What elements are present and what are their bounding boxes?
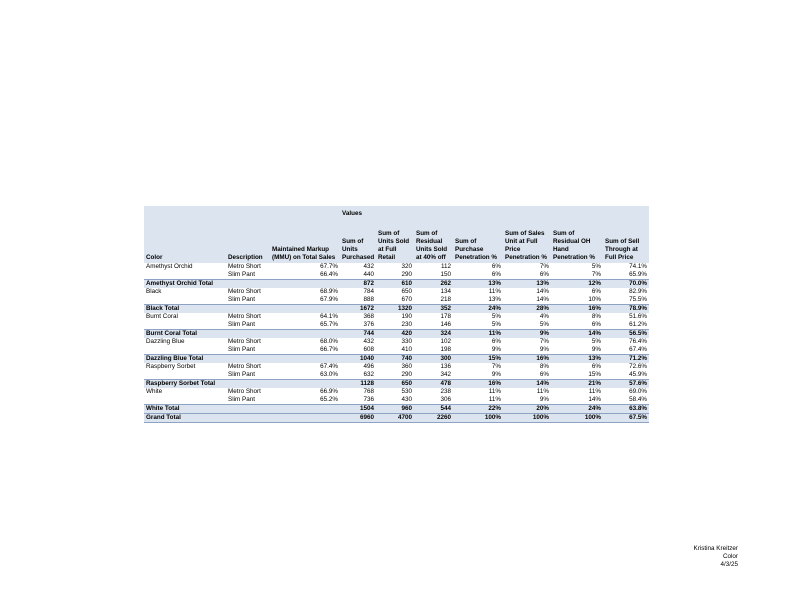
value-cell: 74.1%	[629, 263, 648, 270]
mmu-cell: 64.1%	[320, 313, 338, 320]
value-cell: 178	[440, 313, 451, 320]
page-footer	[694, 545, 738, 569]
subtotal-value: 16%	[551, 305, 603, 314]
value-cell: 8%	[539, 363, 549, 370]
value-cell: 6%	[539, 371, 549, 378]
table-row	[144, 363, 649, 371]
color-cell: Amethyst Orchid	[146, 263, 193, 270]
mmu-cell: 68.0%	[320, 338, 338, 345]
mmu-cell: 67.9%	[320, 296, 338, 303]
subtotal-row	[144, 355, 649, 364]
subtotal-value: 1128	[340, 380, 376, 389]
subtotal-value: 352	[414, 305, 453, 314]
subtotal-value: 324	[414, 330, 453, 339]
value-cell: 5%	[491, 313, 501, 320]
value-cell: 8%	[591, 313, 601, 320]
value-cell: 6%	[591, 288, 601, 295]
subtotal-row	[144, 305, 649, 314]
column-header: Sum of Units Sold at Full Retail	[376, 218, 414, 263]
column-header: Sum of Sales Unit at Full Price Penetration %	[503, 218, 551, 263]
grand-total-value: 4700	[376, 414, 414, 423]
subtotal-row	[144, 380, 649, 389]
value-cell: 6%	[591, 321, 601, 328]
value-cell: 6%	[491, 271, 501, 278]
subtotal-label: Raspberry Sorbet Total	[144, 380, 340, 389]
description-cell: Metro Short	[228, 263, 261, 270]
value-cell: 4%	[539, 313, 549, 320]
column-header: Sum of Units Purchased	[340, 218, 376, 263]
value-cell: 230	[401, 321, 412, 328]
subtotal-value: 21%	[551, 380, 603, 389]
mmu-cell: 66.7%	[320, 346, 338, 353]
value-cell: 784	[363, 288, 374, 295]
subtotal-value: 300	[414, 355, 453, 364]
subtotal-value: 740	[376, 355, 414, 364]
value-cell: 736	[363, 396, 374, 403]
value-cell: 238	[440, 388, 451, 395]
description-cell: Metro Short	[228, 363, 261, 370]
column-header: Maintained Markup (MMU) on Total Sales	[270, 218, 340, 263]
value-cell: 11%	[488, 288, 501, 295]
value-cell: 14%	[588, 396, 601, 403]
pivot-body	[144, 263, 649, 423]
value-cell: 7%	[539, 338, 549, 345]
description-cell: Slim Pant	[228, 271, 255, 278]
subtotal-value: 1504	[340, 405, 376, 414]
pivot-table	[144, 206, 649, 423]
description-cell: Metro Short	[228, 313, 261, 320]
table-row	[144, 313, 649, 321]
subtotal-value: 1320	[376, 305, 414, 314]
value-cell: 290	[401, 271, 412, 278]
subtotal-value: 28%	[503, 305, 551, 314]
subtotal-label: Burnt Coral Total	[144, 330, 340, 339]
subtotal-value: 13%	[453, 280, 503, 289]
value-cell: 14%	[536, 288, 549, 295]
column-header: Sum of Residual OH Hand Penetration %	[551, 218, 603, 263]
value-cell: 5%	[491, 321, 501, 328]
value-cell: 768	[363, 388, 374, 395]
value-cell: 6%	[491, 263, 501, 270]
value-cell: 136	[440, 363, 451, 370]
subtotal-value: 78.9%	[603, 305, 649, 314]
value-cell: 112	[440, 263, 451, 270]
value-cell: 11%	[536, 388, 549, 395]
color-cell: Black	[146, 288, 162, 295]
subtotal-label: Amethyst Orchid Total	[144, 280, 340, 289]
column-header-row	[144, 218, 649, 263]
value-cell: 496	[363, 363, 374, 370]
value-cell: 15%	[588, 371, 601, 378]
value-cell: 67.4%	[629, 346, 648, 353]
value-cell: 376	[363, 321, 374, 328]
subtotal-value: 14%	[503, 380, 551, 389]
table-row	[144, 388, 649, 396]
value-cell: 306	[440, 396, 451, 403]
grand-total-row	[144, 414, 649, 423]
subtotal-value: 9%	[503, 330, 551, 339]
mmu-cell: 68.9%	[320, 288, 338, 295]
subtotal-value: 478	[414, 380, 453, 389]
value-cell: 5%	[591, 263, 601, 270]
value-cell: 5%	[591, 338, 601, 345]
value-cell: 134	[440, 288, 451, 295]
description-cell: Metro Short	[228, 338, 261, 345]
mmu-cell: 67.7%	[320, 263, 338, 270]
table-row	[144, 371, 649, 380]
mmu-cell: 63.0%	[320, 371, 338, 378]
value-cell: 650	[401, 288, 412, 295]
color-cell	[144, 296, 226, 305]
subtotal-value: 13%	[551, 355, 603, 364]
column-header: Sum of Residual Units Sold at 40% off	[414, 218, 453, 263]
value-cell: 632	[363, 371, 374, 378]
value-cell: 69.0%	[629, 388, 648, 395]
grand-total-value: 6960	[340, 414, 376, 423]
description-cell: Slim Pant	[228, 371, 255, 378]
grand-total-value: 67.5%	[603, 414, 649, 423]
value-cell: 9%	[539, 346, 549, 353]
table-row	[144, 338, 649, 346]
footer-date: 4/3/25	[720, 561, 738, 568]
table-row	[144, 396, 649, 405]
subtotal-label: White Total	[144, 405, 340, 414]
subtotal-value: 24%	[453, 305, 503, 314]
mmu-cell: 66.4%	[320, 271, 338, 278]
value-cell: 530	[401, 388, 412, 395]
value-cell: 430	[401, 396, 412, 403]
grand-total-value: 100%	[503, 414, 551, 423]
subtotal-value: 63.8%	[603, 405, 649, 414]
color-cell: Raspberry Sorbet	[146, 363, 196, 370]
subtotal-value: 13%	[503, 280, 551, 289]
description-cell: Slim Pant	[228, 346, 255, 353]
subtotal-label: Dazzling Blue Total	[144, 355, 340, 364]
mmu-cell: 65.2%	[320, 396, 338, 403]
subtotal-value: 1040	[340, 355, 376, 364]
value-cell: 190	[401, 313, 412, 320]
color-cell	[144, 396, 226, 405]
subtotal-value: 70.0%	[603, 280, 649, 289]
value-cell: 432	[363, 263, 374, 270]
value-cell: 290	[401, 371, 412, 378]
value-cell: 342	[440, 371, 451, 378]
color-cell	[144, 346, 226, 355]
mmu-cell: 67.4%	[320, 363, 338, 370]
value-cell: 76.4%	[629, 338, 648, 345]
value-cell: 7%	[539, 263, 549, 270]
value-cell: 432	[363, 338, 374, 345]
color-cell: White	[146, 388, 163, 395]
subtotal-value: 20%	[503, 405, 551, 414]
subtotal-value: 16%	[503, 355, 551, 364]
value-cell: 150	[440, 271, 451, 278]
description-cell: Slim Pant	[228, 296, 255, 303]
value-cell: 11%	[588, 388, 601, 395]
subtotal-value: 610	[376, 280, 414, 289]
value-cell: 45.9%	[629, 371, 648, 378]
value-cell: 82.9%	[629, 288, 648, 295]
table-row	[144, 321, 649, 330]
value-cell: 7%	[491, 363, 501, 370]
subtotal-value: 24%	[551, 405, 603, 414]
value-cell: 61.2%	[629, 321, 648, 328]
value-cell: 440	[363, 271, 374, 278]
value-cell: 9%	[491, 346, 501, 353]
subtotal-value: 420	[376, 330, 414, 339]
table-row	[144, 288, 649, 296]
subtotal-value: 14%	[551, 330, 603, 339]
subtotal-value: 960	[376, 405, 414, 414]
column-header: Description	[226, 218, 270, 263]
subtotal-value: 544	[414, 405, 453, 414]
subtotal-value: 12%	[551, 280, 603, 289]
value-cell: 7%	[591, 271, 601, 278]
color-cell: Burnt Coral	[146, 313, 178, 320]
value-cell: 11%	[488, 388, 501, 395]
table-row	[144, 271, 649, 280]
value-cell: 218	[440, 296, 451, 303]
value-cell: 360	[401, 363, 412, 370]
subtotal-value: 262	[414, 280, 453, 289]
value-cell: 9%	[591, 346, 601, 353]
description-cell: Slim Pant	[228, 321, 255, 328]
footer-author: Kristina Kreitzer	[693, 545, 738, 552]
color-cell	[144, 371, 226, 380]
column-header: Sum of Sell Through at Full Price	[603, 218, 649, 263]
column-header: Color	[144, 218, 226, 263]
table-row	[144, 263, 649, 271]
value-cell: 9%	[539, 396, 549, 403]
value-cell: 11%	[488, 396, 501, 403]
value-cell: 146	[440, 321, 451, 328]
grand-total-value: 100%	[551, 414, 603, 423]
subtotal-value: 57.6%	[603, 380, 649, 389]
description-cell: Metro Short	[228, 288, 261, 295]
value-cell: 330	[401, 338, 412, 345]
mmu-cell: 65.7%	[320, 321, 338, 328]
subtotal-row	[144, 280, 649, 289]
table-row	[144, 346, 649, 355]
subtotal-label: Black Total	[144, 305, 340, 314]
value-cell: 6%	[591, 363, 601, 370]
color-cell	[144, 321, 226, 330]
value-cell: 888	[363, 296, 374, 303]
subtotal-value: 1672	[340, 305, 376, 314]
subtotal-value: 71.2%	[603, 355, 649, 364]
value-cell: 320	[401, 263, 412, 270]
value-cell: 65.9%	[629, 271, 648, 278]
subtotal-value: 744	[340, 330, 376, 339]
subtotal-row	[144, 330, 649, 339]
value-cell: 608	[363, 346, 374, 353]
subtotal-value: 22%	[453, 405, 503, 414]
values-label: Values	[340, 206, 649, 218]
grand-total-value: 100%	[453, 414, 503, 423]
footer-subject: Color	[722, 553, 738, 560]
value-cell: 670	[401, 296, 412, 303]
subtotal-value: 872	[340, 280, 376, 289]
value-cell: 9%	[491, 371, 501, 378]
values-header-row	[144, 206, 649, 218]
value-cell: 72.6%	[629, 363, 648, 370]
value-cell: 51.6%	[629, 313, 648, 320]
subtotal-value: 11%	[453, 330, 503, 339]
subtotal-value: 650	[376, 380, 414, 389]
color-cell	[144, 271, 226, 280]
value-cell: 198	[440, 346, 451, 353]
value-cell: 14%	[536, 296, 549, 303]
grand-total-value: 2260	[414, 414, 453, 423]
value-cell: 410	[401, 346, 412, 353]
grand-total-label: Grand Total	[144, 414, 340, 423]
subtotal-value: 15%	[453, 355, 503, 364]
mmu-cell: 66.9%	[320, 388, 338, 395]
subtotal-row	[144, 405, 649, 414]
value-cell: 102	[440, 338, 451, 345]
value-cell: 58.4%	[629, 396, 648, 403]
value-cell: 13%	[488, 296, 501, 303]
table-row	[144, 296, 649, 305]
subtotal-value: 56.5%	[603, 330, 649, 339]
value-cell: 368	[363, 313, 374, 320]
pivot-table-sheet	[144, 206, 649, 423]
value-cell: 6%	[539, 271, 549, 278]
description-cell: Metro Short	[228, 388, 261, 395]
value-cell: 10%	[588, 296, 601, 303]
column-header: Sum of Purchase Penetration %	[453, 218, 503, 263]
value-cell: 6%	[491, 338, 501, 345]
subtotal-value: 16%	[453, 380, 503, 389]
value-cell: 5%	[539, 321, 549, 328]
value-cell: 75.5%	[629, 296, 648, 303]
color-cell: Dazzling Blue	[146, 338, 185, 345]
description-cell: Slim Pant	[228, 396, 255, 403]
